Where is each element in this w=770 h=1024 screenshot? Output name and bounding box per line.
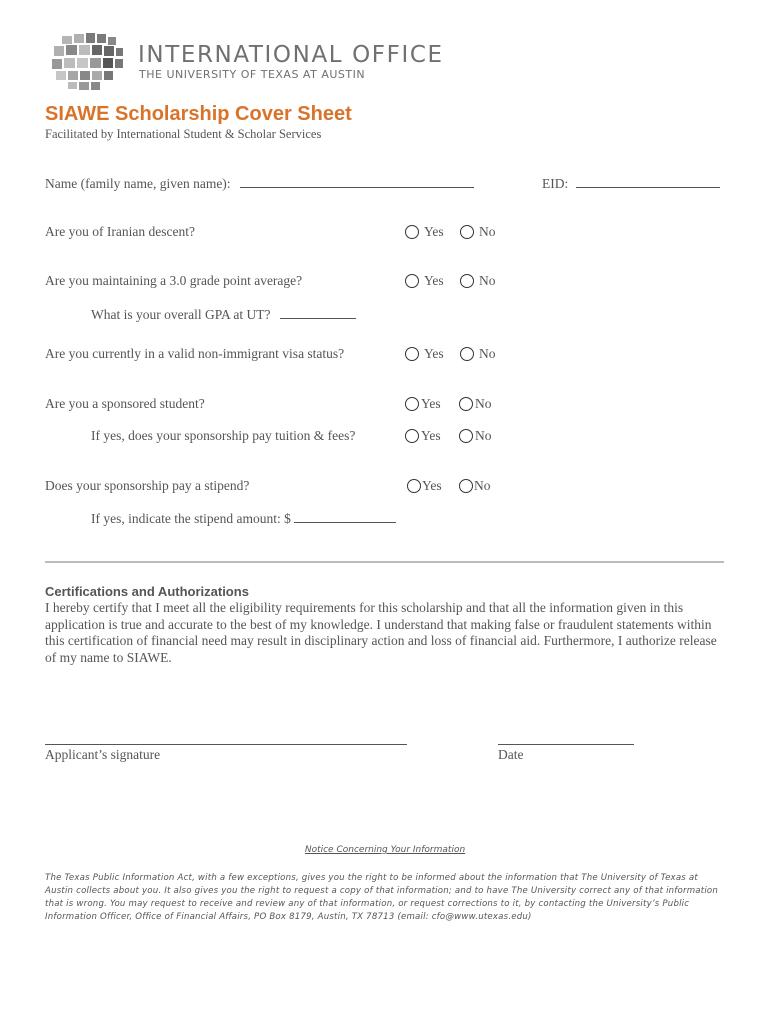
visa-no-option[interactable] <box>460 346 496 362</box>
stipend-amount-input-line[interactable] <box>294 510 396 523</box>
question-sponsor-tuition: If yes, does your sponsorship pay tuition & fees? <box>91 428 356 443</box>
option-label: No <box>475 396 492 411</box>
option-label: No <box>479 346 496 361</box>
radio-circle-icon[interactable] <box>407 479 421 493</box>
option-label: Yes <box>421 428 441 443</box>
option-label: No <box>479 224 496 239</box>
sponsor-tuition-no-option[interactable] <box>459 428 492 444</box>
eid-label: EID: <box>542 176 569 191</box>
stipend-yes-option[interactable] <box>407 478 442 494</box>
radio-circle-icon[interactable] <box>405 397 419 411</box>
notice-title: Notice Concerning Your Information <box>304 845 466 855</box>
globe-logo-icon <box>46 24 126 96</box>
option-label: No <box>474 478 491 493</box>
radio-circle-icon[interactable] <box>405 347 419 361</box>
option-label: Yes <box>424 346 444 361</box>
visa-yes-option[interactable] <box>405 346 444 362</box>
section-divider <box>45 561 724 563</box>
iranian-yes-option[interactable] <box>405 224 444 240</box>
question-sponsored: Are you a sponsored student? <box>45 396 205 411</box>
overall-gpa-row <box>91 306 356 323</box>
option-label: No <box>479 273 496 288</box>
sponsored-yes-option[interactable] <box>405 396 441 412</box>
notice-body: The Texas Public Information Act, with a few exceptions, gives you the right to be informed about the information that The University of Texas at Austin collects about you. It also gives you the right to request a copy of that information; and to have The University correct any of that information that is wrong. You may request to receive and review any of that information, or request corrections to it, by contacting the University’s Public Information Officer, Office of Financial Affairs, PO Box 8179, Austin, TX 78713 (email: cfo@www.utexas.edu) <box>45 873 719 922</box>
radio-circle-icon[interactable] <box>460 274 474 288</box>
option-label: Yes <box>424 224 444 239</box>
question-iranian: Are you of Iranian descent? <box>45 224 195 239</box>
radio-circle-icon[interactable] <box>405 274 419 288</box>
radio-circle-icon[interactable] <box>459 429 473 443</box>
question-stipend-amount: If yes, indicate the stipend amount: $ <box>91 511 291 526</box>
iranian-no-option[interactable] <box>460 224 496 240</box>
name-label: Name (family name, given name): <box>45 176 231 191</box>
radio-circle-icon[interactable] <box>460 347 474 361</box>
signature-line[interactable] <box>45 744 407 745</box>
radio-circle-icon[interactable] <box>405 429 419 443</box>
org-title: INTERNATIONAL OFFICE <box>138 42 444 68</box>
signature-label: Applicant’s signature <box>45 747 161 762</box>
sponsor-tuition-yes-option[interactable] <box>405 428 441 444</box>
radio-circle-icon[interactable] <box>460 225 474 239</box>
page-title: SIAWE Scholarship Cover Sheet <box>45 103 352 125</box>
gpa-yes-option[interactable] <box>405 273 444 289</box>
option-label: Yes <box>421 396 441 411</box>
name-field-row <box>45 175 474 192</box>
date-label: Date <box>498 747 524 762</box>
page-subtitle: Facilitated by International Student & Scholar Services <box>45 127 322 141</box>
gpa-no-option[interactable] <box>460 273 496 289</box>
stipend-no-option[interactable] <box>459 478 491 494</box>
question-visa: Are you currently in a valid non-immigrant visa status? <box>45 346 345 361</box>
certification-body: I hereby certify that I meet all the eligibility requirements for this scholarship and that all the information given in this application is true and accurate to the best of my knowledge. I understand that making false or fraudulent statements within this certification of financial need may result in disciplinary action and loss of financial aid. Furthermore, I authorize release of my name to SIAWE. <box>45 600 717 665</box>
radio-circle-icon[interactable] <box>459 397 473 411</box>
stipend-amount-row <box>91 510 396 527</box>
sponsored-no-option[interactable] <box>459 396 492 412</box>
radio-circle-icon[interactable] <box>459 479 473 493</box>
org-subtitle: THE UNIVERSITY OF TEXAS AT AUSTIN <box>139 68 366 81</box>
date-line[interactable] <box>498 744 634 745</box>
eid-input-line[interactable] <box>576 175 720 188</box>
eid-field-row <box>542 175 720 192</box>
certification-title: Certifications and Authorizations <box>45 584 249 599</box>
radio-circle-icon[interactable] <box>405 225 419 239</box>
option-label: Yes <box>422 478 442 493</box>
name-input-line[interactable] <box>240 175 474 188</box>
option-label: No <box>475 428 492 443</box>
option-label: Yes <box>424 273 444 288</box>
overall-gpa-input-line[interactable] <box>280 306 356 319</box>
question-overall-gpa: What is your overall GPA at UT? <box>91 307 271 322</box>
question-stipend: Does your sponsorship pay a stipend? <box>45 478 250 493</box>
question-gpa: Are you maintaining a 3.0 grade point average? <box>45 273 303 288</box>
